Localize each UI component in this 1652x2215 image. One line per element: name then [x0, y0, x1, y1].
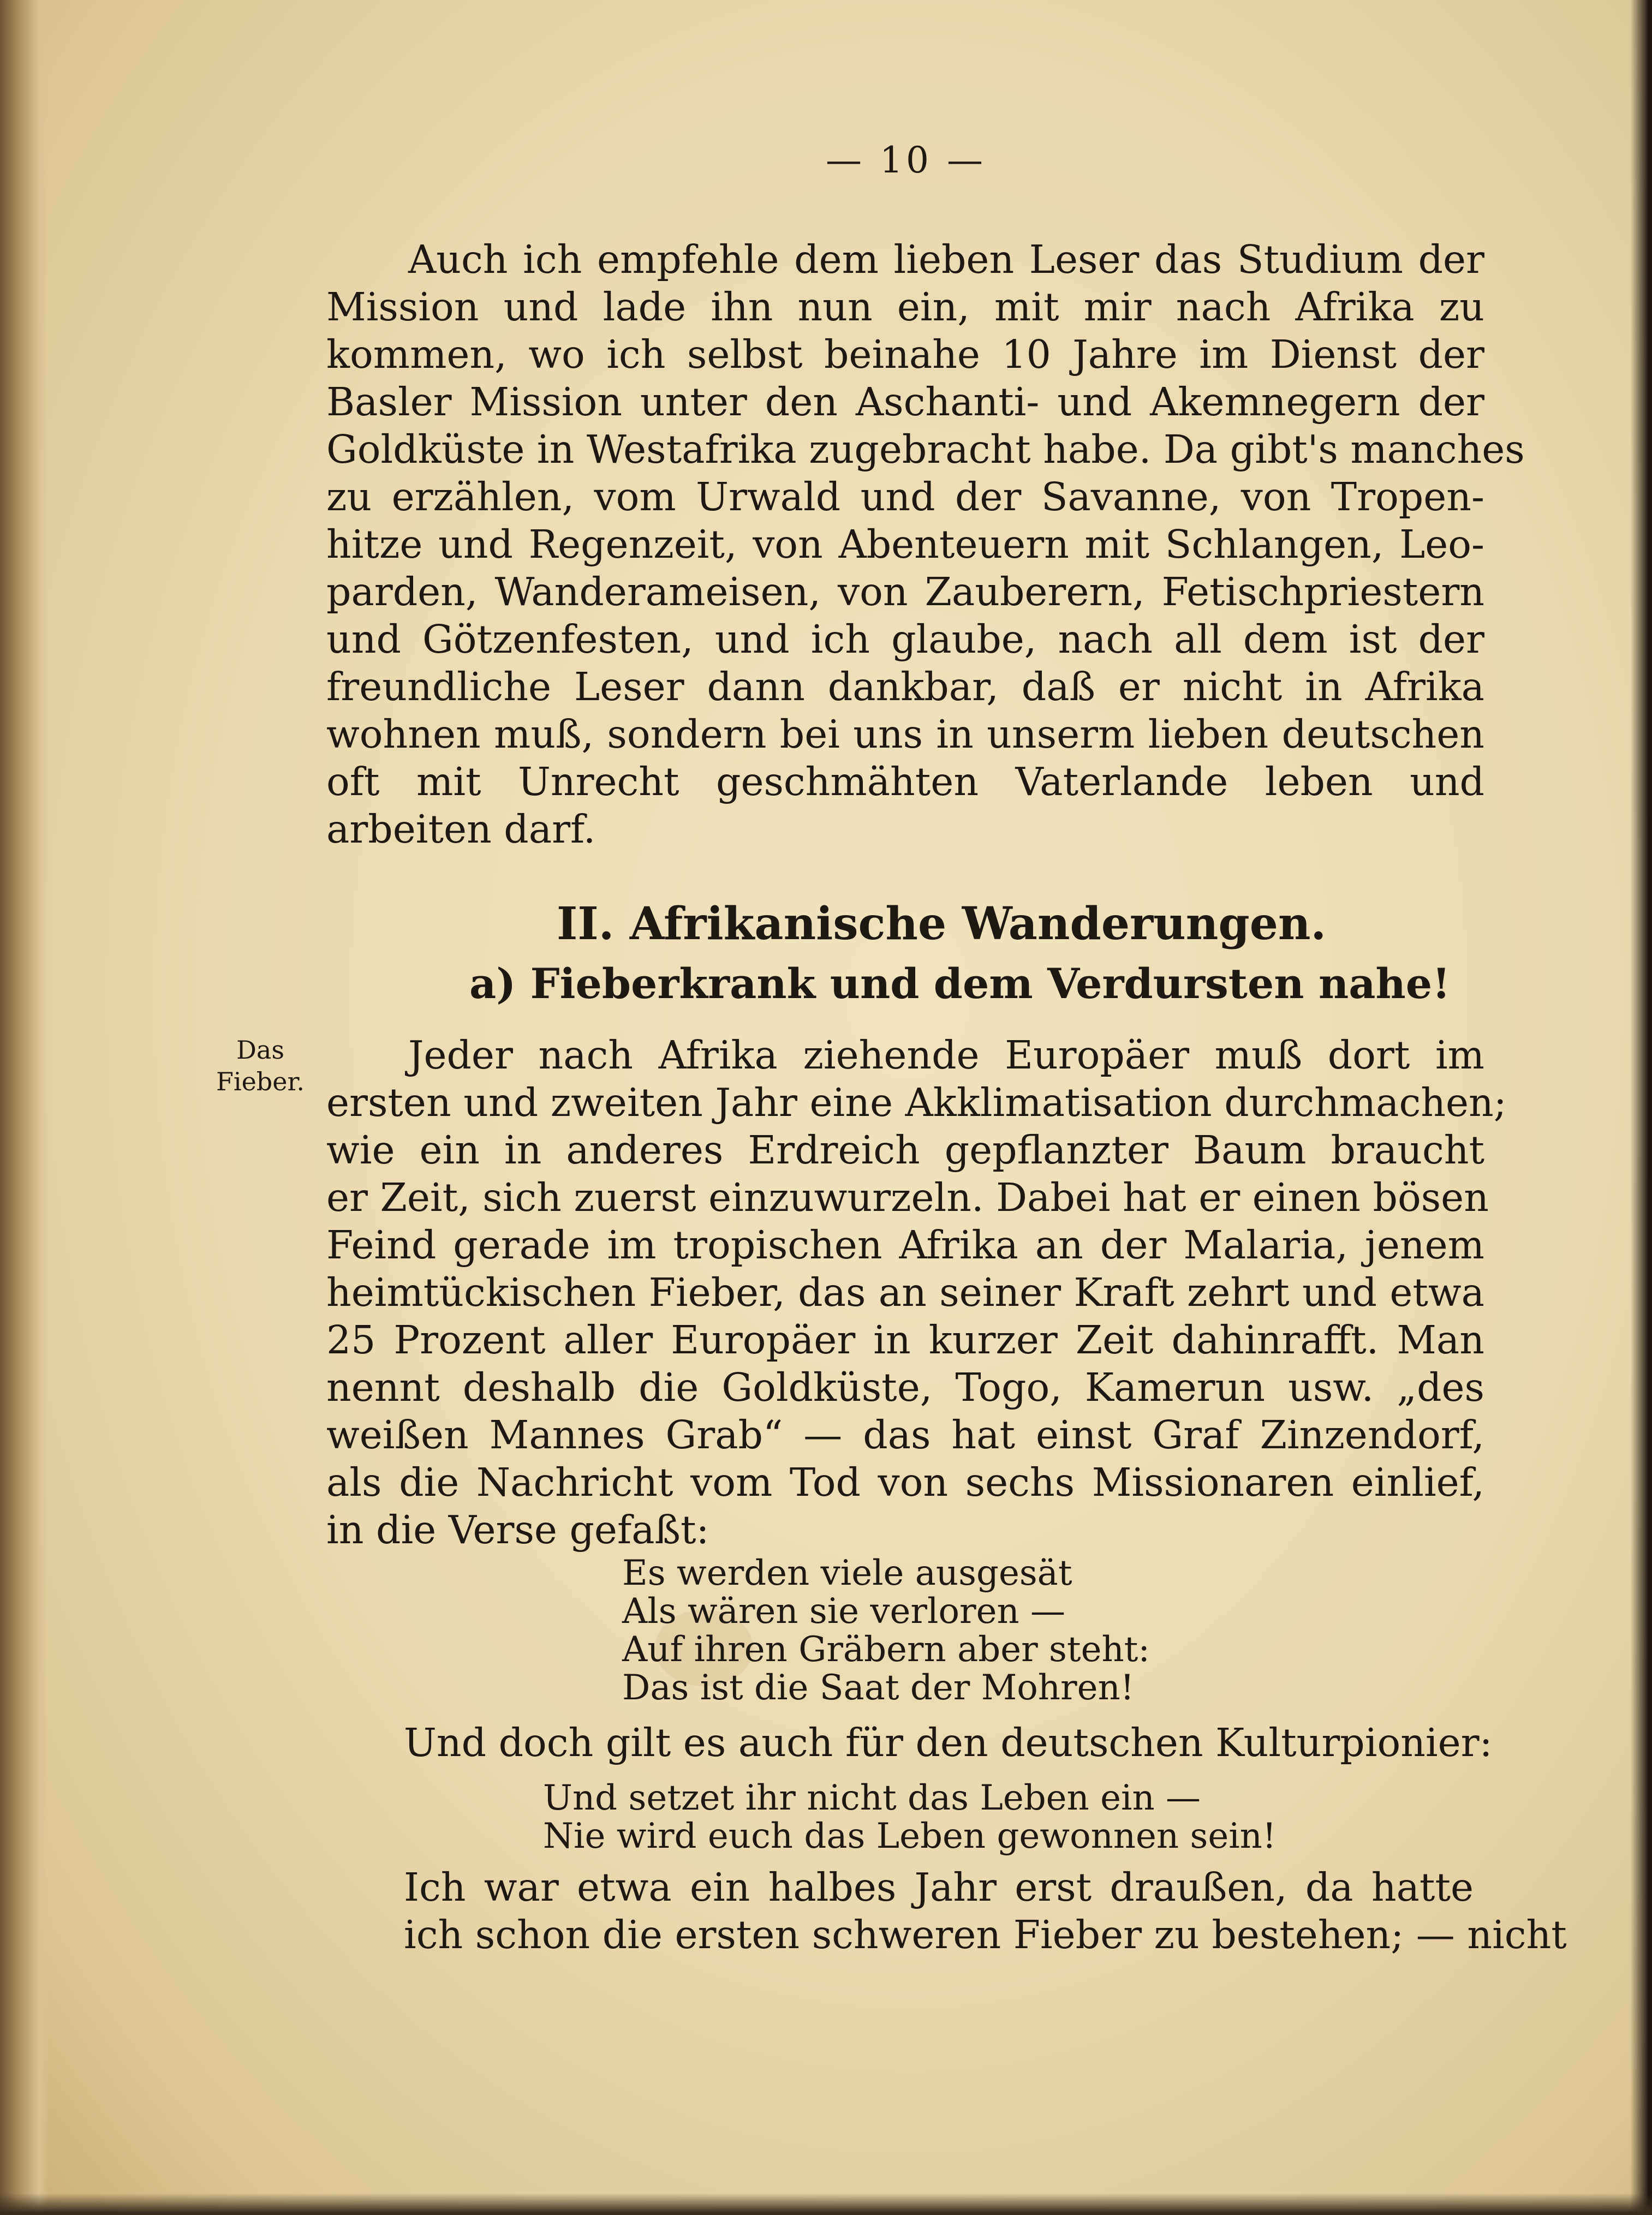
verse-line: Es werden viele ausgesät: [622, 1553, 1072, 1593]
text-line: arbeiten darf.: [326, 807, 596, 852]
page-number: — 10 —: [826, 139, 986, 181]
text-line: er Zeit, sich zuerst einzuwurzeln. Dabei hat er einen bösen: [326, 1175, 1489, 1220]
text-line: und Götzenfesten, und ich glaube, nach all dem ist der: [326, 617, 1484, 662]
text-line: hitze und Regenzeit, von Abenteuern mit Schlangen, Leo-: [326, 522, 1484, 567]
text-line: Basler Mission unter den Aschanti- und Akemnegern der: [326, 379, 1484, 425]
text-line: Auch ich empfehle dem lieben Leser das Studium der: [408, 237, 1484, 282]
verse-line: Als wären sie verloren —: [622, 1591, 1066, 1632]
page-edge-right: [1630, 0, 1652, 2215]
text-line: Ich war etwa ein halbes Jahr erst draußen, da hatte: [404, 1865, 1474, 1910]
text-line: nennt deshalb die Goldküste, Togo, Kamerun usw. „des: [326, 1365, 1484, 1410]
bridge-line: Und doch gilt es auch für den deutschen Kulturpionier:: [404, 1720, 1493, 1765]
text-line: Goldküste in Westafrika zugebracht habe. Da gibt's manches: [326, 427, 1525, 472]
fever-paragraph: [326, 1031, 1507, 1554]
verse-line: Nie wird euch das Leben gewonnen sein!: [543, 1816, 1277, 1856]
verse-line: Und setzet ihr nicht das Leben ein —: [543, 1778, 1201, 1818]
intro-paragraph: [326, 236, 1525, 853]
verse-zinzendorf: [622, 1554, 1150, 1707]
text-line: wohnen muß, sondern bei uns in unserm lieben deutschen: [326, 712, 1484, 757]
text-line: ersten und zweiten Jahr eine Akklimatisation durchmachen;: [326, 1080, 1507, 1125]
text-line: kommen, wo ich selbst beinahe 10 Jahre im Dienst der: [326, 332, 1484, 377]
text-line: oft mit Unrecht geschmähten Vaterlande leben und: [326, 759, 1484, 804]
margin-note-line: Fieber.: [216, 1067, 305, 1096]
closing-paragraph: [404, 1864, 1567, 1959]
text-line: als die Nachricht vom Tod von sechs Missionaren einlief,: [326, 1460, 1484, 1505]
page-edge-bottom: [0, 2193, 1652, 2215]
book-gutter-shadow: [0, 0, 49, 2215]
text-line: weißen Mannes Grab“ — das hat einst Graf Zinzendorf,: [326, 1412, 1484, 1458]
text-line: in die Verse gefaßt:: [326, 1507, 709, 1553]
text-line: Mission und lade ihn nun ein, mit mir nach Afrika zu: [326, 284, 1484, 330]
text-line: Jeder nach Afrika ziehende Europäer muß dort im: [408, 1032, 1484, 1078]
margin-note-line: Das: [236, 1035, 284, 1065]
text-line: freundliche Leser dann dankbar, daß er nicht in Afrika: [326, 664, 1484, 709]
chapter-heading: II. Afrikanische Wanderungen.: [557, 898, 1327, 950]
text-line: parden, Wanderameisen, von Zauberern, Fetischpriestern: [326, 569, 1484, 614]
margin-note: [203, 1034, 318, 1097]
section-heading: a) Fieberkrank und dem Verdursten nahe!: [469, 959, 1451, 1008]
text-line: heimtückischen Fieber, das an seiner Kraft zehrt und etwa: [326, 1270, 1484, 1315]
text-line: wie ein in anderes Erdreich gepflanzter Baum braucht: [326, 1127, 1484, 1173]
text-line: zu erzählen, vom Urwald und der Savanne, von Tropen-: [326, 474, 1484, 520]
verse-kulturpionier: [543, 1779, 1277, 1855]
text-line: 25 Prozent aller Europäer in kurzer Zeit dahinrafft. Man: [326, 1317, 1484, 1363]
text-line: Feind gerade im tropischen Afrika an der Malaria, jenem: [326, 1222, 1484, 1268]
verse-line: Auf ihren Gräbern aber steht:: [622, 1629, 1150, 1670]
verse-line: Das ist die Saat der Mohren!: [622, 1668, 1135, 1708]
text-line: ich schon die ersten schweren Fieber zu bestehen; — nicht: [404, 1912, 1567, 1957]
